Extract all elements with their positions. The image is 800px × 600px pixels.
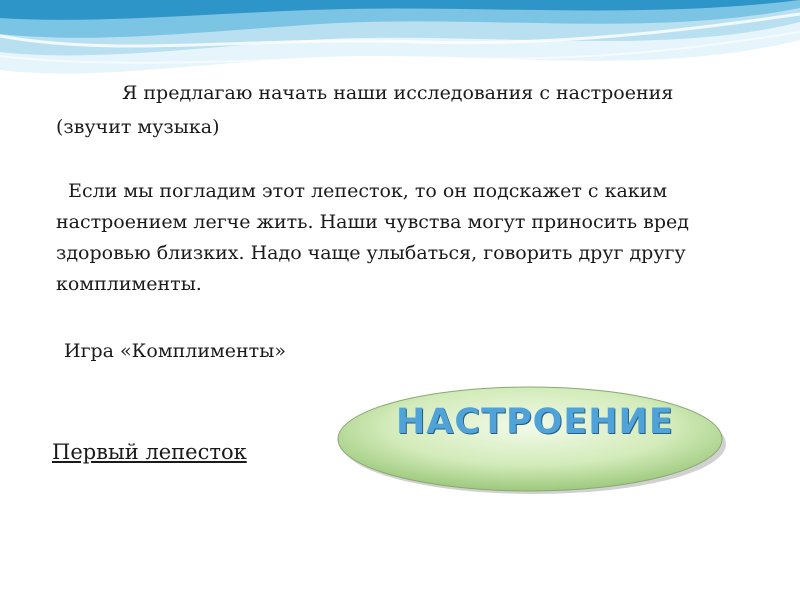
mood-oval-button[interactable] [334,382,730,498]
intro-line-2: (звучит музыка) [56,116,220,138]
game-title: Игра «Комплименты» [64,340,286,362]
body-paragraph: Если мы погладим этот лепесток, то он подскажет с каким настроением легче жить. Наши чувства могут приносить вред здоровью близких. Надо чаще улыбаться, говорить друг другу комплименты. [56,180,689,295]
intro-line-1: Я предлагаю начать наши исследования с настроения [122,82,674,104]
petal-label: Первый лепесток [52,440,247,464]
oval-label: НАСТРОЕНИЕ [396,402,674,442]
